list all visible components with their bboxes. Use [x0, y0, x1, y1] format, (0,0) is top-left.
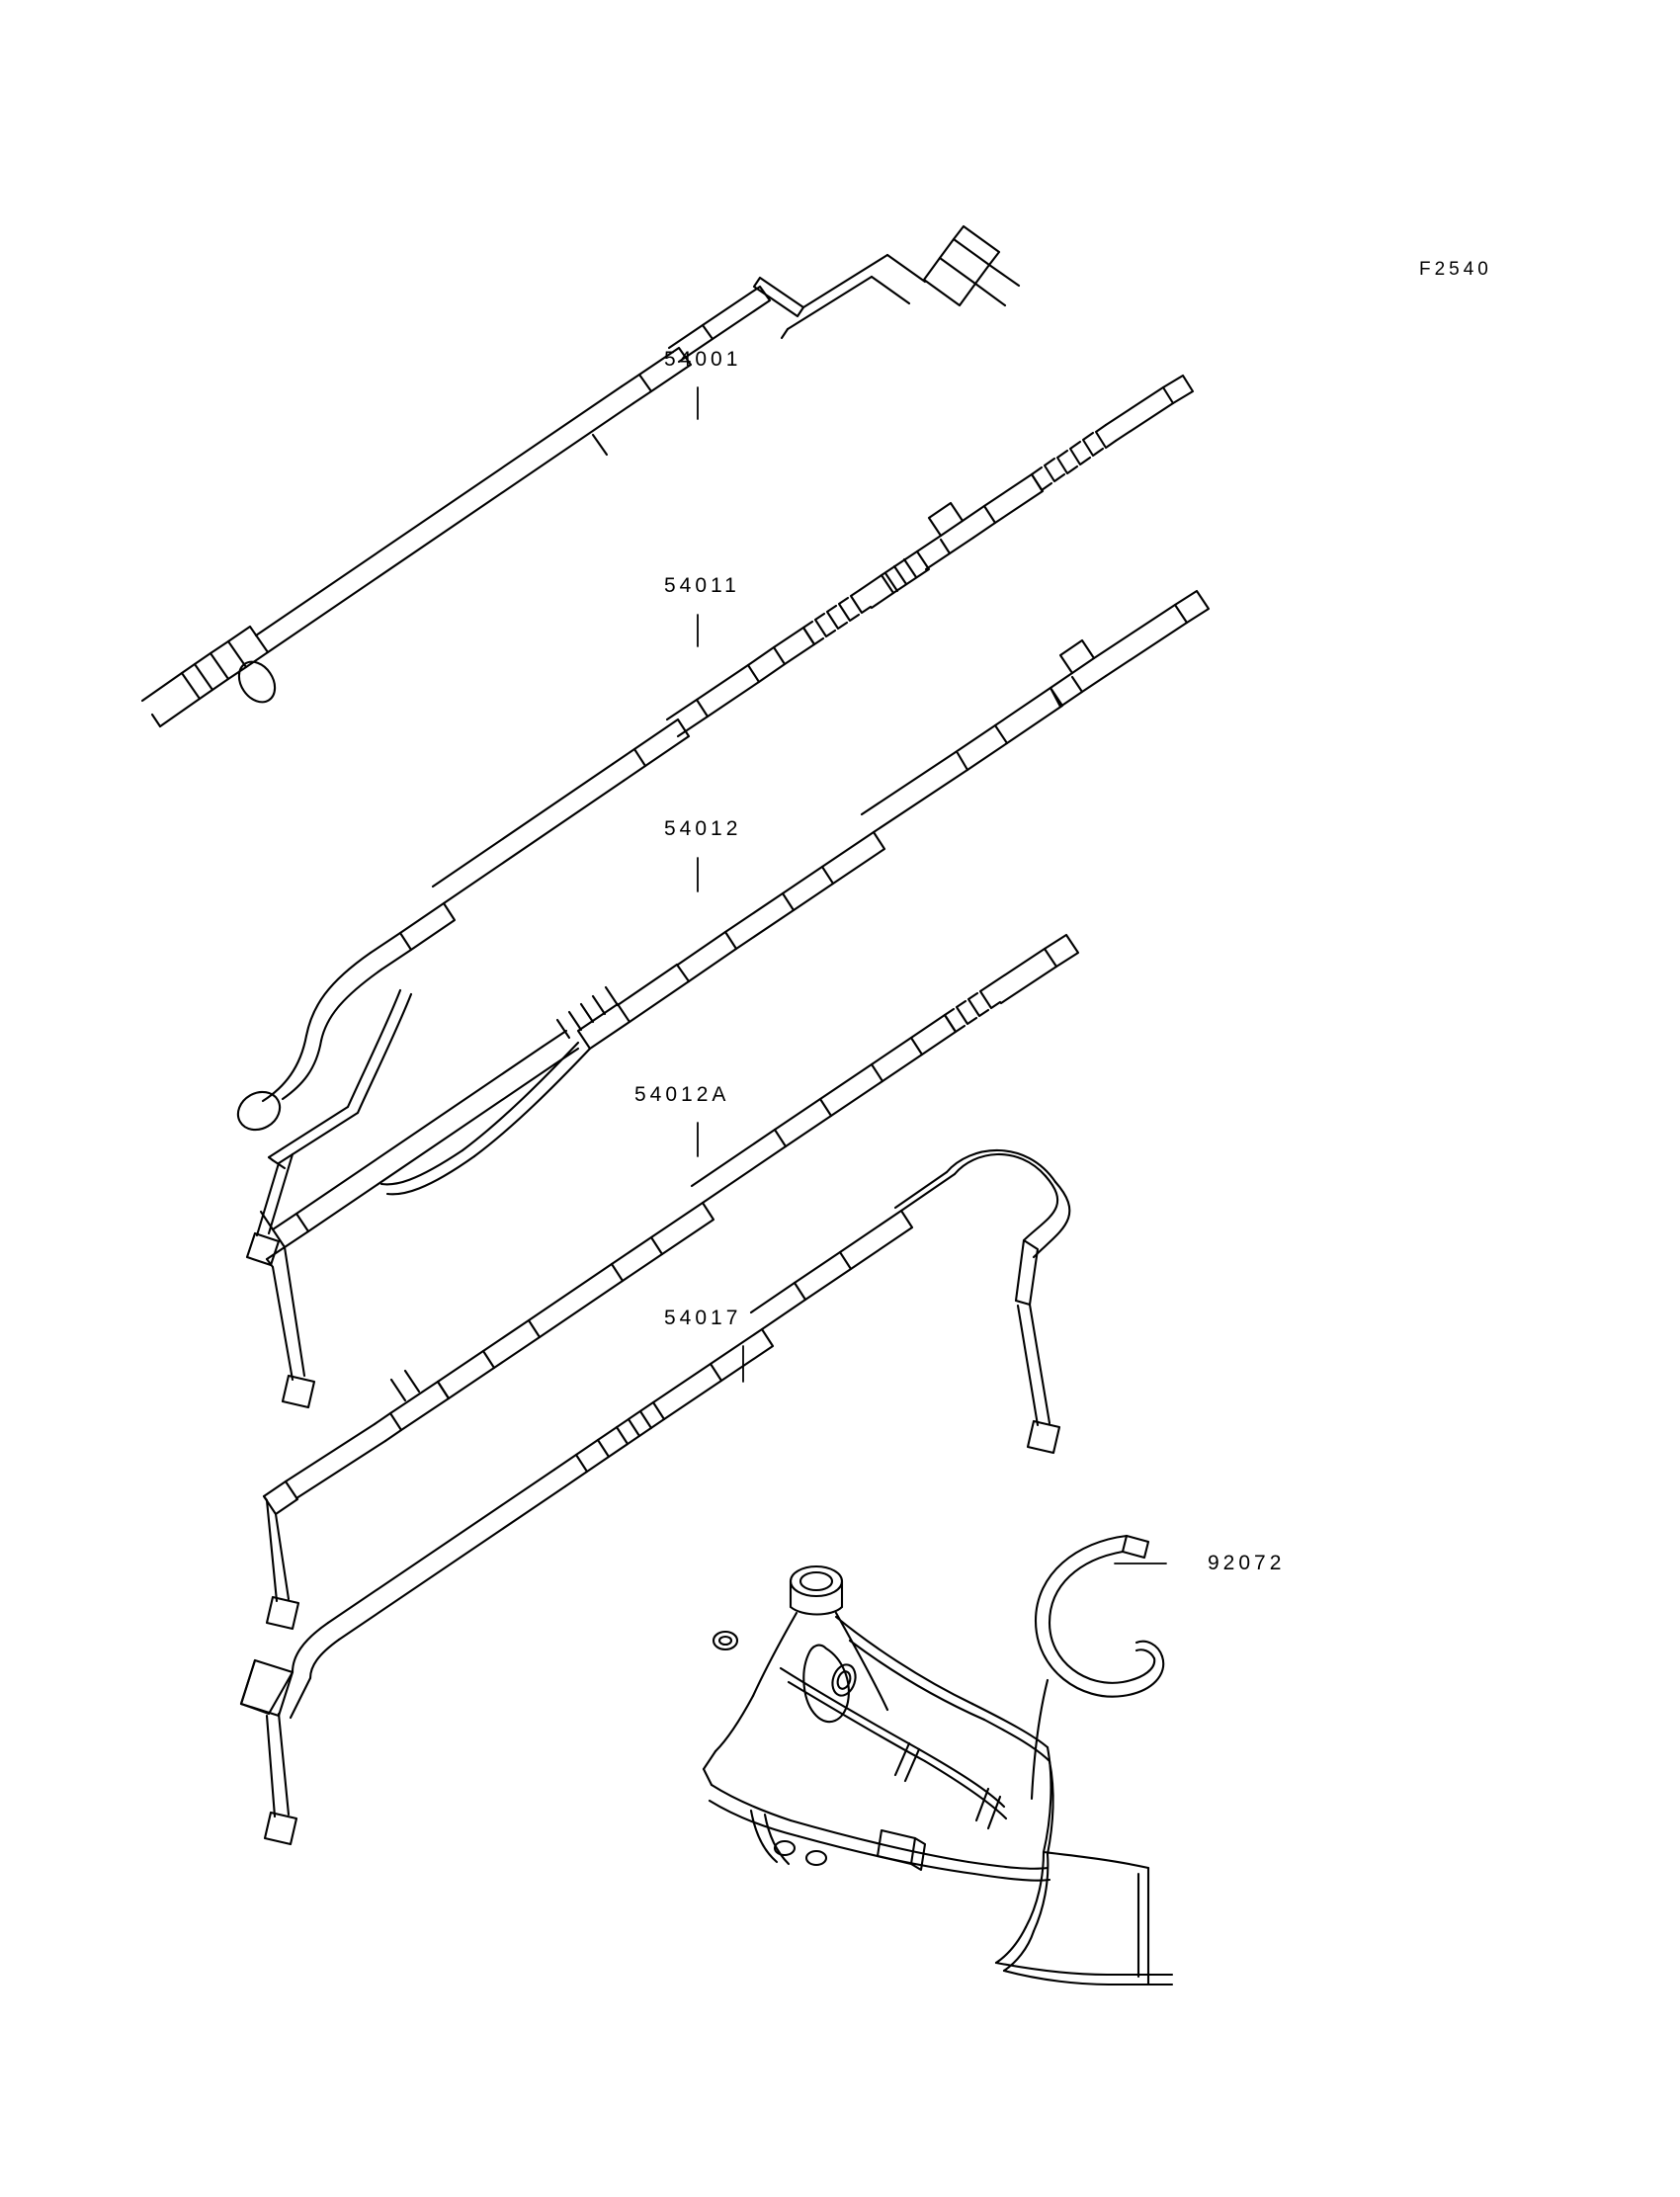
part-label-54011: 54011	[664, 574, 740, 597]
part-54012-throttle-cable-accelerator	[261, 591, 1209, 1407]
part-54012a-throttle-cable-decelerator	[264, 935, 1078, 1629]
part-label-92072: 92072	[1208, 1552, 1286, 1574]
part-54017-choke-cable	[241, 1150, 1069, 1844]
part-label-54012: 54012	[664, 817, 742, 840]
sheet-code: F2540	[1419, 259, 1492, 280]
frame-outline	[704, 1566, 1172, 1985]
part-label-54017: 54017	[664, 1307, 742, 1329]
part-54001-speedometer-cable	[142, 226, 1019, 726]
part-label-54012a: 54012A	[634, 1083, 730, 1106]
part-92072-band-clamp	[1032, 1536, 1166, 1799]
part-label-54001: 54001	[664, 348, 742, 371]
